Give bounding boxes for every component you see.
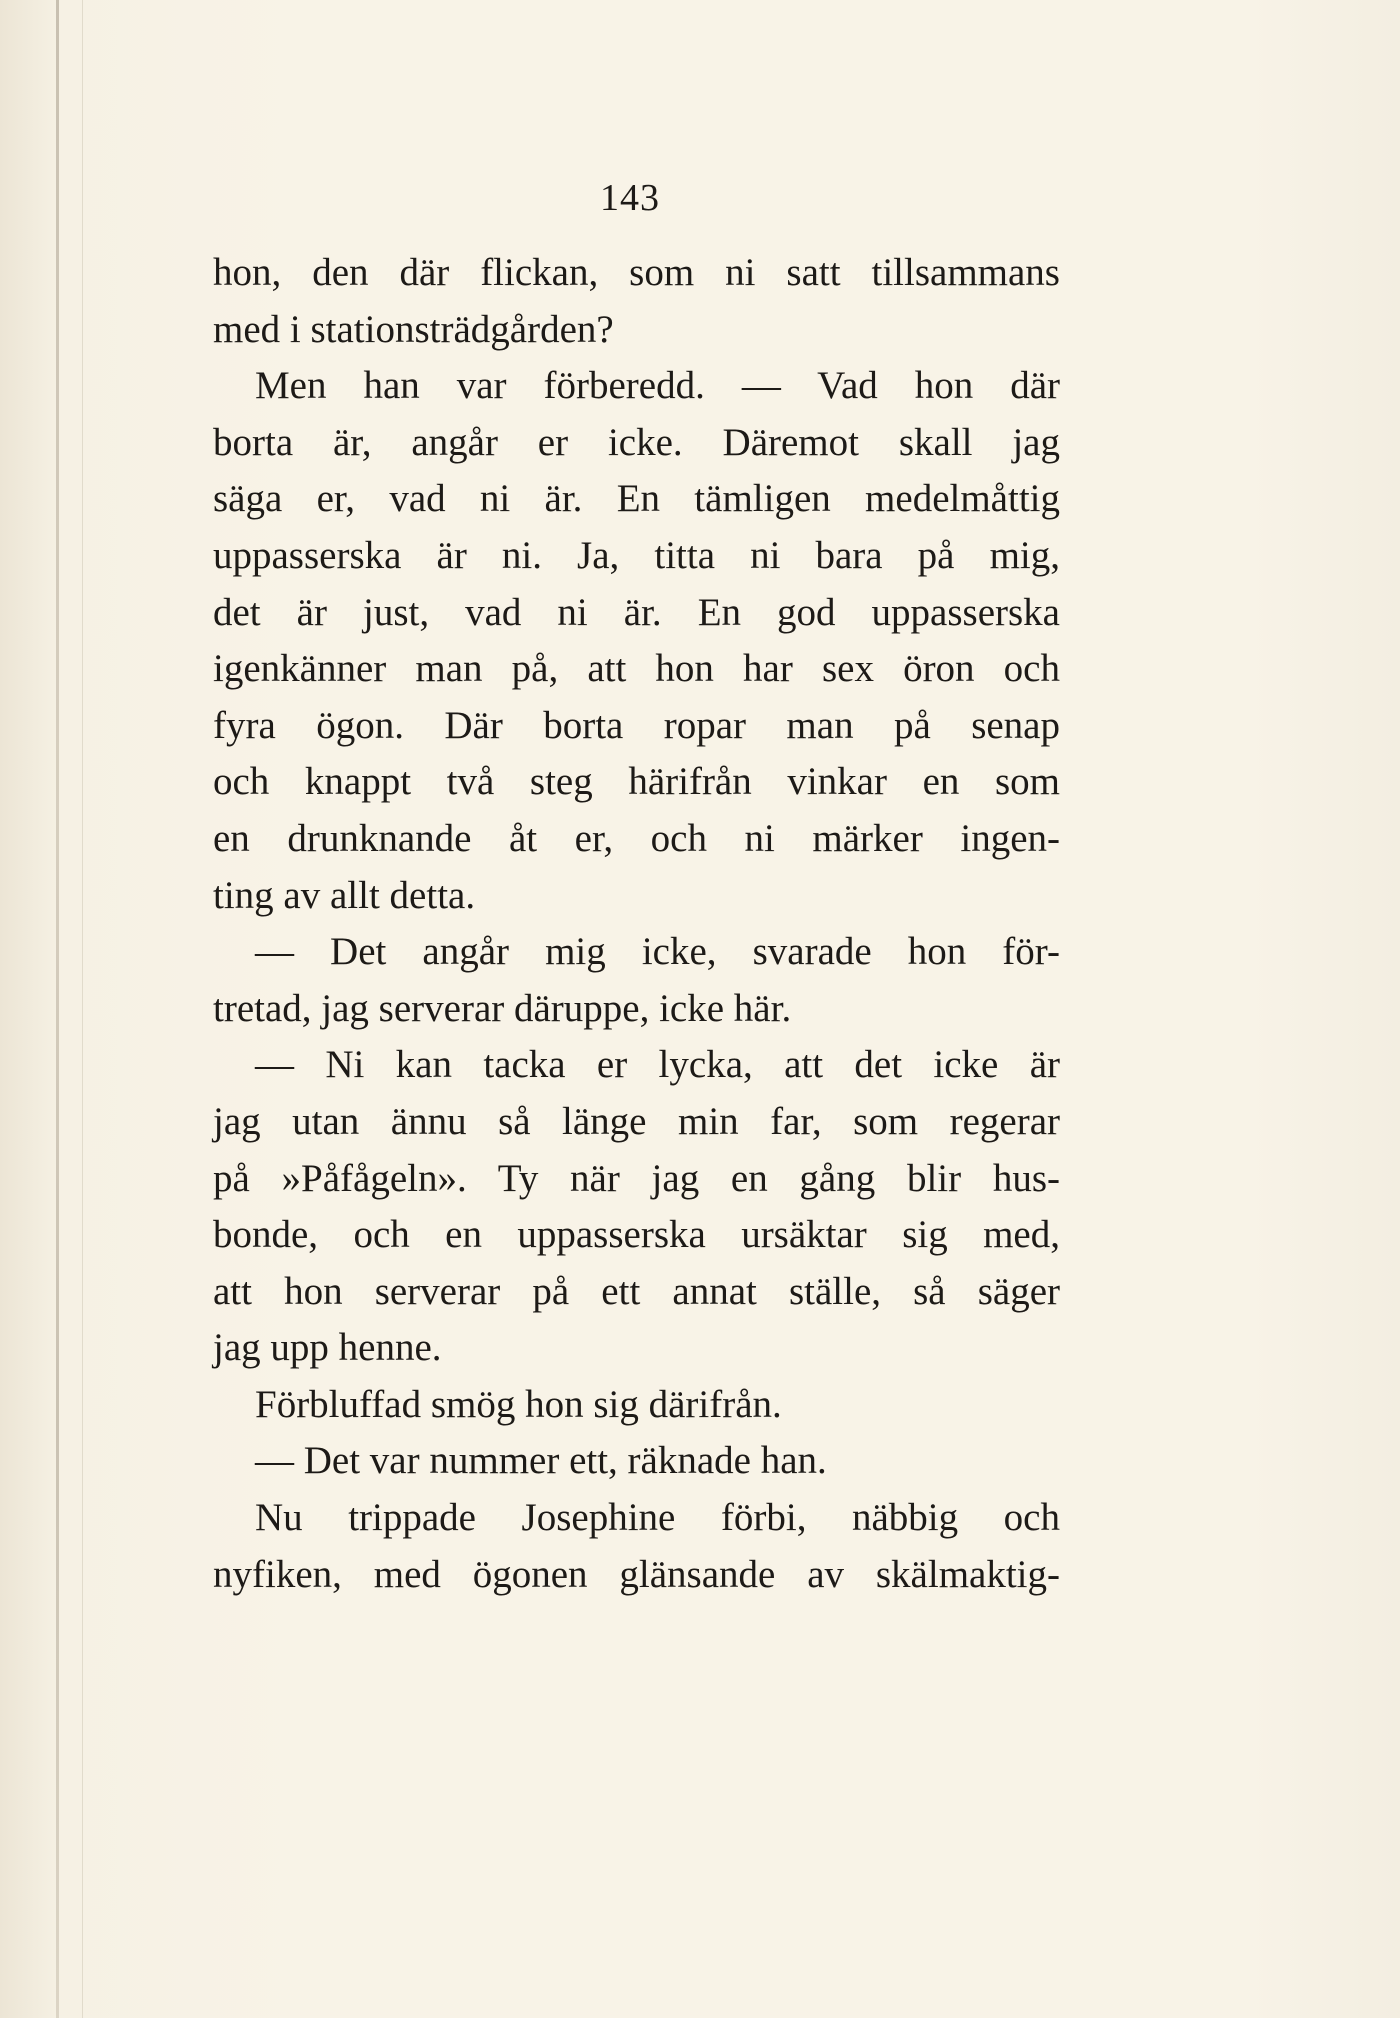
- text-line: på »Påfågeln». Ty när jag en gång blir hus-: [213, 1156, 1060, 1200]
- text-line: med i stationsträdgården?: [213, 307, 614, 351]
- text-line: — Det var nummer ett, räknade han.: [255, 1439, 827, 1483]
- binding-shadow: [56, 0, 59, 2018]
- text-line: tretad, jag serverar däruppe, icke här.: [213, 986, 792, 1030]
- text-line: jag utan ännu så länge min far, som regerar: [213, 1099, 1060, 1143]
- text-line: det är just, vad ni är. En god uppasserska: [213, 590, 1060, 634]
- text-line: Förbluffad smög hon sig därifrån.: [255, 1382, 782, 1426]
- text-line: att hon serverar på ett annat ställe, så säger: [213, 1269, 1060, 1313]
- text-line: Nu trippade Josephine förbi, näbbig och: [255, 1496, 1060, 1540]
- binding-edge: [82, 0, 83, 2018]
- text-line: en drunknande åt er, och ni märker ingen-: [213, 816, 1060, 860]
- text-line: borta är, angår er icke. Däremot skall jag: [213, 420, 1060, 464]
- text-line: säga er, vad ni är. En tämligen medelmåttig: [213, 477, 1060, 521]
- text-line: och knappt två steg härifrån vinkar en som: [213, 760, 1060, 804]
- text-line: Men han var förberedd. — Vad hon där: [255, 364, 1060, 408]
- text-line: — Ni kan tacka er lycka, att det icke är: [255, 1043, 1060, 1087]
- body-text: [213, 245, 1060, 1603]
- text-line: fyra ögon. Där borta ropar man på senap: [213, 703, 1060, 747]
- text-line: jag upp henne.: [213, 1326, 442, 1370]
- text-line: uppasserska är ni. Ja, titta ni bara på mig,: [213, 533, 1060, 577]
- page-number: 143: [600, 177, 660, 219]
- text-line: igenkänner man på, att hon har sex öron och: [213, 647, 1060, 691]
- text-line: bonde, och en uppasserska ursäktar sig med,: [213, 1213, 1060, 1257]
- text-line: — Det angår mig icke, svarade hon för-: [255, 930, 1060, 974]
- text-line: ting av allt detta.: [213, 873, 476, 917]
- text-line: hon, den där flickan, som ni satt tillsammans: [213, 251, 1060, 294]
- text-line: nyfiken, med ögonen glänsande av skälmaktig-: [213, 1552, 1060, 1596]
